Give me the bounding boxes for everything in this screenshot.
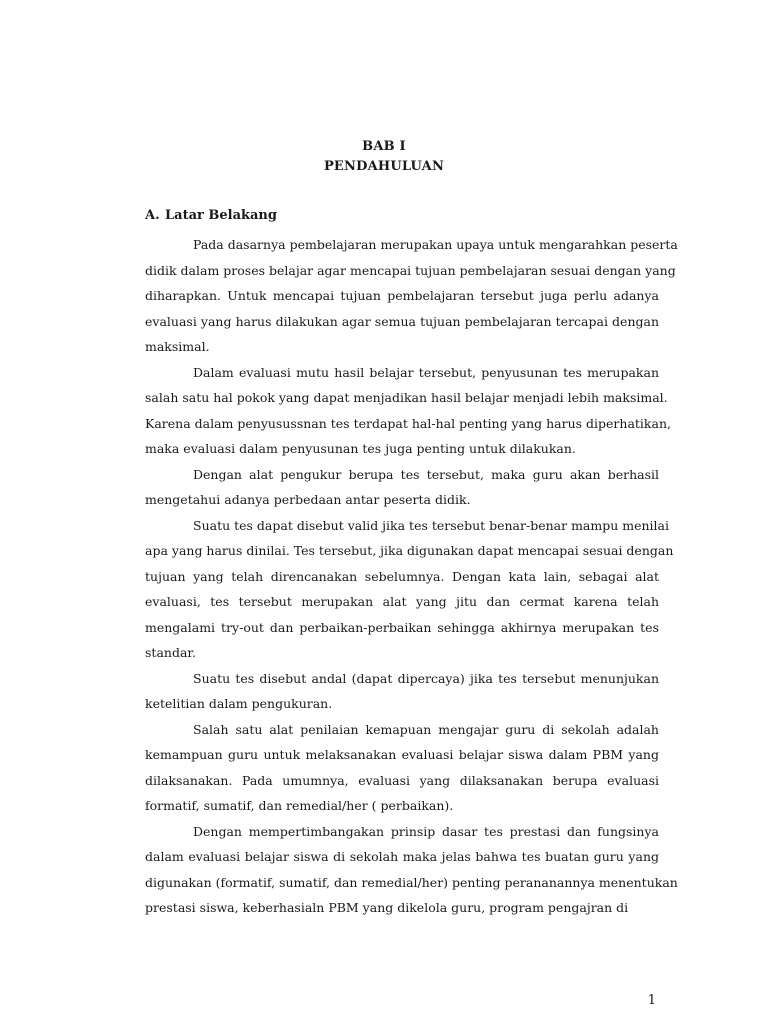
section-letter: A. <box>145 208 160 223</box>
section-title: Latar Belakang <box>165 208 277 223</box>
paragraph-line: evaluasi, tes tersebut merupakan alat yang jitu dan cermat karena telah <box>145 594 659 609</box>
paragraph <box>145 462 659 513</box>
paragraph-line: kemampuan guru untuk melaksanakan evaluasi belajar siswa dalam PBM yang <box>145 747 659 762</box>
paragraph <box>145 232 678 360</box>
paragraph-line: Suatu tes dapat disebut valid jika tes tersebut benar-benar mampu menilai <box>193 517 669 533</box>
paragraph <box>145 819 678 921</box>
paragraph-line: maka evaluasi dalam penyusunan tes juga penting untuk dilakukan. <box>145 441 576 456</box>
paragraph-line: digunakan (formatif, sumatif, dan remedial/her) penting perananannya menentukan <box>145 874 678 890</box>
chapter-number: BAB I <box>362 139 406 154</box>
paragraph-line: Dengan mempertimbangakan prinsip dasar tes prestasi dan fungsinya <box>193 823 659 839</box>
paragraph-line: diharapkan. Untuk mencapai tujuan pembelajaran tersebut juga perlu adanya <box>145 288 659 303</box>
paragraph-line: salah satu hal pokok yang dapat menjadikan hasil belajar menjadi lebih maksimal. <box>145 390 668 405</box>
paragraph-line: apa yang harus dinilai. Tes tersebut, jika digunakan dapat mencapai sesuai dengan <box>145 543 674 558</box>
chapter-title: PENDAHULUAN <box>323 159 445 174</box>
paragraph-line: tujuan yang telah direncanakan sebelumnya. Dengan kata lain, sebagai alat <box>145 568 659 584</box>
paragraph <box>145 513 674 666</box>
paragraph <box>145 666 659 717</box>
paragraph-line: Dalam evaluasi mutu hasil belajar tersebut, penyusunan tes merupakan <box>193 364 659 380</box>
paragraph-line: didik dalam proses belajar agar mencapai tujuan pembelajaran sesuai dengan yang <box>145 262 676 278</box>
paragraph-line: Pada dasarnya pembelajaran merupakan upaya untuk mengarahkan peserta <box>193 237 678 252</box>
paragraph-line: evaluasi yang harus dilakukan agar semua tujuan pembelajaran tercapai dengan <box>145 313 659 329</box>
paragraph-line: maksimal. <box>145 339 210 354</box>
page-number: 1 <box>647 993 656 1008</box>
paragraph-line: Dengan alat pengukur berupa tes tersebut, maka guru akan berhasil <box>193 466 659 482</box>
paragraph-line: Salah satu alat penilaian kemapuan mengajar guru di sekolah adalah <box>193 721 659 737</box>
section-heading <box>145 208 277 223</box>
paragraph-line: dalam evaluasi belajar siswa di sekolah maka jelas bahwa tes buatan guru yang <box>145 849 659 864</box>
paragraph-line: mengetahui adanya perbedaan antar peserta didik. <box>145 492 471 507</box>
paragraph-line: Karena dalam penyusussnan tes terdapat hal-hal penting yang harus diperhatikan, <box>145 415 671 431</box>
paragraph-line: mengalami try-out dan perbaikan-perbaikan sehingga akhirnya merupakan tes <box>145 619 659 635</box>
paragraph <box>145 360 671 462</box>
paragraph-line: formatif, sumatif, dan remedial/her ( perbaikan). <box>145 798 454 813</box>
paragraph-line: ketelitian dalam pengukuran. <box>145 696 333 711</box>
paragraph-line: Suatu tes disebut andal (dapat dipercaya) jika tes tersebut menunjukan <box>193 670 659 686</box>
paragraph-line: prestasi siswa, keberhasialn PBM yang dikelola guru, program pengajran di <box>145 900 629 915</box>
paragraph <box>145 717 659 819</box>
paragraph-line: dilaksanakan. Pada umumnya, evaluasi yang dilaksanakan berupa evaluasi <box>145 772 659 788</box>
paragraph-line: standar. <box>145 645 196 660</box>
body-text <box>145 232 678 921</box>
